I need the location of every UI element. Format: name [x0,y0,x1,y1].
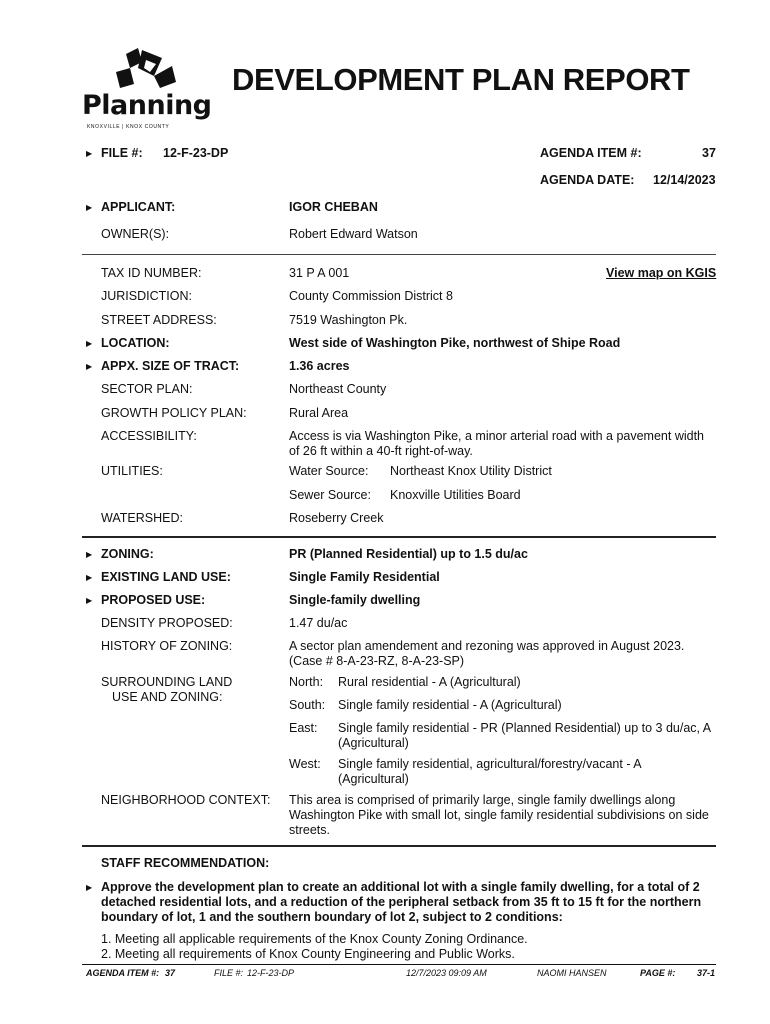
jurisdiction-value: County Commission District 8 [289,289,453,303]
sector-value: Northeast County [289,382,387,396]
bullet-icon: ▶ [86,339,93,348]
south-value: Single family residential - A (Agricultural) [338,698,562,712]
planning-logo [82,48,212,132]
watershed-value: Roseberry Creek [289,511,384,525]
bullet-icon: ▶ [86,362,93,371]
agenda-date-label: AGENDA DATE: [540,173,635,187]
tax-id-value: 31 P A 001 [289,266,350,280]
existing-use-value: Single Family Residential [289,570,440,584]
context-value: This area is comprised of primarily large, single family dwellings along Washington Pike with small lot, single family residential subdivisions on side streets. [289,793,709,837]
north-label: North: [289,675,324,689]
street-label: STREET ADDRESS: [101,313,217,327]
utilities-label: UTILITIES: [101,464,163,478]
footer-file-value: 12-F-23-DP [247,968,295,978]
file-label: FILE #: [101,146,143,160]
history-label: HISTORY OF ZONING: [101,639,233,653]
location-label: LOCATION: [101,336,170,350]
access-label: ACCESSIBILITY: [101,429,197,443]
west-value: Single family residential, agricultural/forestry/vacant - A (Agricultural) [338,757,641,786]
planning-logo-icon [112,48,192,92]
east-label: East: [289,721,318,735]
growth-value: Rural Area [289,406,349,420]
footer-page-label: PAGE #: [640,968,676,978]
condition-1: 1. Meeting all applicable requirements of the Knox County Zoning Ordinance. [101,932,528,946]
growth-label: GROWTH POLICY PLAN: [101,406,247,420]
bullet-icon: ▶ [86,596,93,605]
staff-recommendation: Approve the development plan to create an additional lot with a single family dwelling, for a total of 2 detached residential lots, and a reduction of the peripheral setback from 35 ft to 15 ft for the northern boundary of lot, 1 and the southern boundary of lot 2, subject to 2 conditions: [101,880,702,924]
footer-agenda-label: AGENDA ITEM #: [86,968,160,978]
applicant-label: APPLICANT: [101,200,176,214]
water-source-value: Northeast Knox Utility District [390,464,552,478]
location-value: West side of Washington Pike, northwest of Shipe Road [289,336,621,350]
east-value: Single family residential - PR (Planned Residential) up to 3 du/ac, A (Agricultural) [338,721,711,750]
density-label: DENSITY PROPOSED: [101,616,233,630]
watershed-label: WATERSHED: [101,511,183,525]
file-value: 12-F-23-DP [163,146,229,160]
history-value: A sector plan amendement and rezoning was approved in August 2023. (Case # 8-A-23-RZ, 8-A-23-SP) [289,639,685,668]
proposed-use-label: PROPOSED USE: [101,593,206,607]
sewer-source-value: Knoxville Utilities Board [390,488,521,502]
bullet-icon: ▶ [86,550,93,559]
applicant-value: IGOR CHEBAN [289,200,378,214]
zoning-label: ZONING: [101,547,154,561]
bullet-icon: ▶ [86,203,93,212]
footer-agenda-value: 37 [165,968,176,978]
staff-heading: STAFF RECOMMENDATION: [101,856,270,870]
surrounding-label-2: USE AND ZONING: [112,690,223,704]
bullet-icon: ▶ [86,573,93,582]
context-label: NEIGHBORHOOD CONTEXT: [101,793,271,807]
sewer-source-label: Sewer Source: [289,488,371,502]
existing-use-label: EXISTING LAND USE: [101,570,231,584]
bullet-icon: ▶ [86,149,93,158]
logo-subtitle: KNOXVILLE | KNOX COUNTY [87,124,170,130]
page-title: DEVELOPMENT PLAN REPORT [232,62,690,97]
section-divider [82,536,716,538]
section-divider [82,254,716,255]
density-value: 1.47 du/ac [289,616,348,630]
agenda-item-label: AGENDA ITEM #: [540,146,642,160]
footer-page-value: 37-1 [697,968,716,978]
tract-value: 1.36 acres [289,359,350,373]
south-label: South: [289,698,326,712]
agenda-date-value: 12/14/2023 [653,173,716,187]
footer-date: 12/7/2023 09:09 AM [406,968,487,978]
jurisdiction-label: JURISDICTION: [101,289,192,303]
proposed-use-value: Single-family dwelling [289,593,421,607]
agenda-item-value: 37 [702,146,716,160]
north-value: Rural residential - A (Agricultural) [338,675,521,689]
tract-label: APPX. SIZE OF TRACT: [101,359,240,373]
west-label: West: [289,757,321,771]
logo-wordmark: Planning [82,90,212,121]
surrounding-label: SURROUNDING LAND [101,675,233,689]
footer-file-label: FILE #: [214,968,244,978]
condition-2: 2. Meeting all requirements of Knox County Engineering and Public Works. [101,947,515,961]
access-value: Access is via Washington Pike, a minor arterial road with a pavement width of 26 ft within a 40-ft right-of-way. [289,429,704,458]
footer-divider [82,964,716,965]
water-source-label: Water Source: [289,464,369,478]
zoning-value: PR (Planned Residential) up to 1.5 du/ac [289,547,528,561]
tax-id-label: TAX ID NUMBER: [101,266,202,280]
section-divider [82,845,716,847]
street-value: 7519 Washington Pk. [289,313,408,327]
kgis-map-link[interactable]: View map on KGIS [606,266,717,280]
sector-label: SECTOR PLAN: [101,382,193,396]
owner-value: Robert Edward Watson [289,227,418,241]
owner-label: OWNER(S): [101,227,170,241]
bullet-icon: ▶ [86,883,93,892]
footer-planner: NAOMI HANSEN [537,968,607,978]
